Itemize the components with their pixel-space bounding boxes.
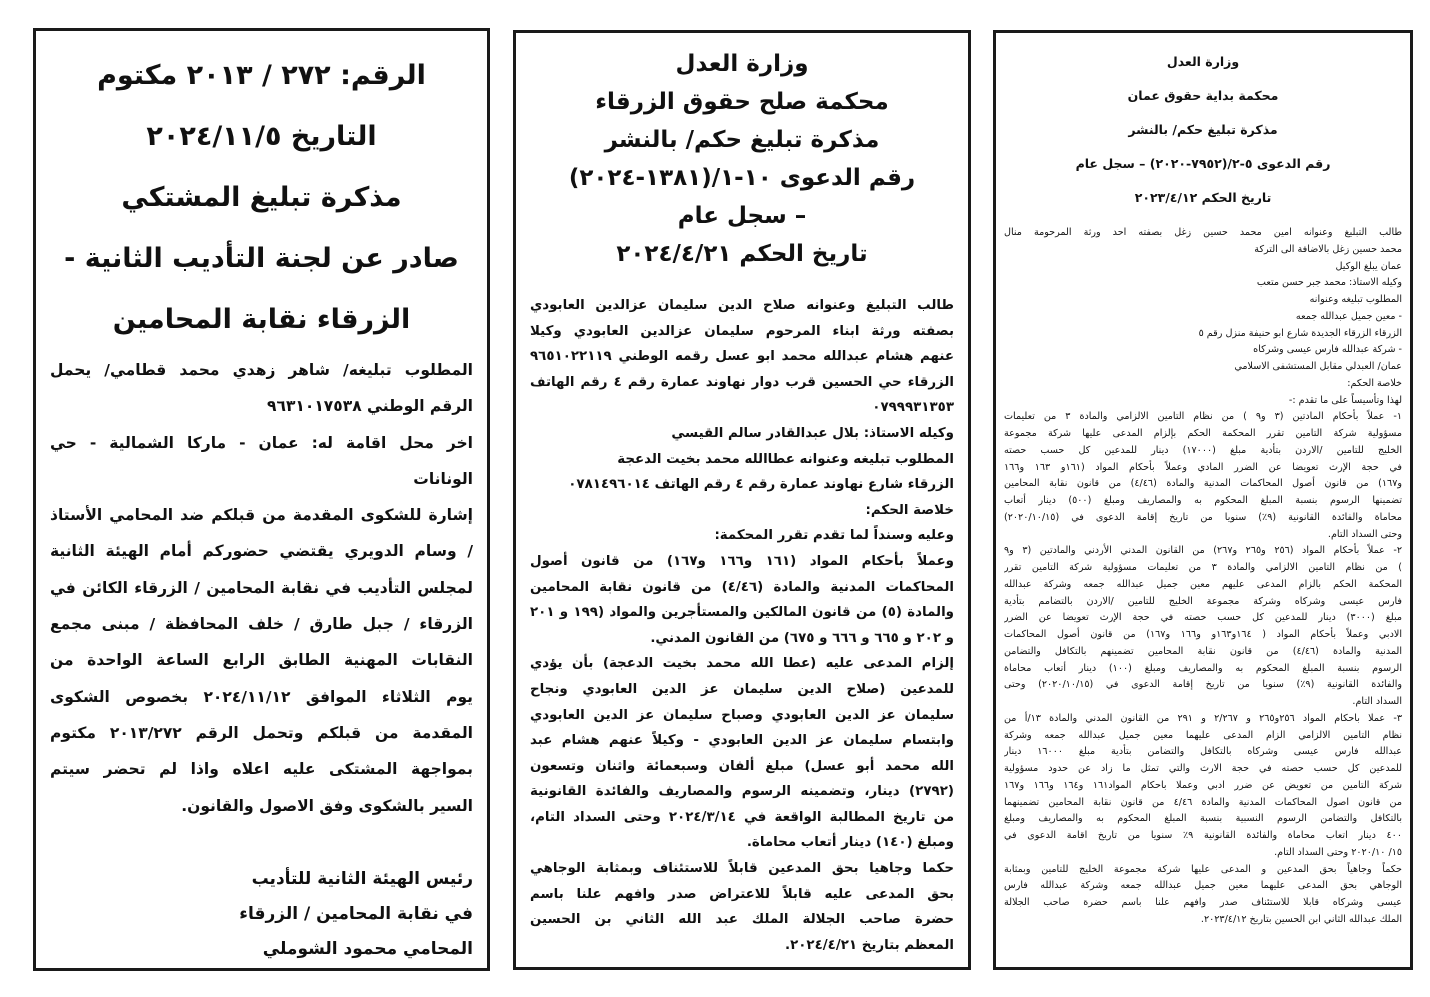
text-line: ) من نظام التامين الالزامي والمادة ٣ من تعليمات مسؤولية شركة التامين تقرر [1004, 562, 1402, 573]
text-line: المطلوب تبليغه/ شاهر زهدي محمد قطامي/ يحمل [50, 361, 473, 379]
header-line: – سجل عام [677, 203, 807, 229]
text-line: وحتى السداد التام. [1327, 528, 1402, 540]
paragraph [1004, 543, 1402, 711]
text-line: الزرقاء حي الحسين قرب دوار نهاوند عمارة رقم ٤ رقم الهاتف [530, 374, 954, 390]
text-line: ٣- عملا باحكام المواد ٢٥٦و٢٦٥ و ٢/٢٦٧ و ٢٩١ من القانون المدني والمادة ١٣/أ من [1004, 712, 1402, 724]
text-line: لمجلس التأديب في نقابة المحامين / الزرقاء الكائن في [50, 578, 473, 597]
header-line: مذكرة تبليغ حكم/ بالنشر [604, 127, 880, 153]
text-line: ومبلغ (١٤٠) دينار أتعاب محاماة. [746, 835, 954, 851]
text-line: المحكمة الحكم بالزام المدعى عليهم معين جميل عبدالله جمعه وشركة عبدالله [1004, 578, 1402, 590]
paragraph [1004, 862, 1402, 929]
text-line: محاماة والفائدة القانونية (٩٪) سنويا من تاريخ إقامة الدعوى في (٢٠٢٠/١٠/١٥) [1004, 511, 1402, 523]
paragraph [1004, 309, 1402, 326]
text-line: الزرقاء الزرقاء الجديدة شارع ابو حنيفة منزل رقم ٥ [1198, 327, 1402, 339]
text-line: تضمينها الرسوم بنسبة المبلغ المحكوم به والمصاريف ومبلغ (٥٠٠) دينار أتعاب [1004, 495, 1402, 506]
header-line: التاريخ ٢٠٢٤/١١/٥ [146, 121, 377, 152]
paragraph [530, 651, 954, 856]
text-line: المطلوب تبليغه وعنوانه [1309, 294, 1402, 305]
paragraph [1004, 275, 1402, 292]
text-line: الوجاهي بحق المدعى عليهما معين جميل عبدالله جمعه وشركة عبدالله فارس [1004, 880, 1402, 892]
paragraph [1004, 225, 1402, 259]
text-line: شركة التامين من تعويض عن ضرر ادبي وعملا باحكام المواد١٦١ و١٦٤ و١٦٦ و١٦٧ [1004, 779, 1402, 791]
notice-header [50, 45, 473, 350]
signature-line: رئيس الهيئة الثانية للتأديب [251, 868, 473, 889]
text-line: حكماً وجاهياً بحق المدعين و المدعى عليها شركة مجموعة الخليج للتامين وبمثابة [1004, 863, 1402, 875]
text-line: و ٢٠٢ و ٦٦٥ و ٦٦٦ و ٦٧٥) من القانون المدني. [650, 630, 954, 646]
text-line: حضرة صاحب الجلالة الملك عبد الله الثاني بن الحسين [530, 912, 954, 928]
header-line: وزارة العدل [675, 51, 809, 77]
paragraph [1004, 292, 1402, 309]
text-line: طالب التبليغ وعنوانه امين محمد حسين زغل بصفته احد ورثة المرحومة منال [1004, 227, 1402, 238]
text-line: ٤٠٠ دينار اتعاب محاماة والفائدة القانونية ٩٪ سنويا من تاريخ اقامة الدعوى في [1004, 830, 1402, 841]
header-line: مذكرة تبليغ حكم/ بالنشر [1128, 122, 1278, 137]
text-line: المطلوب تبليغه وعنوانه عطاالله محمد بخيت الدعجة [617, 451, 954, 467]
paragraph [530, 856, 954, 958]
text-line: عنهم هشام عبدالله محمد ابو عسل رقمه الوطني ٩٦٥١٠٢٢١١٩ [530, 349, 954, 365]
paragraph [1004, 326, 1402, 343]
text-line: الرقم الوطني ٩٦٣١٠١٧٥٣٨ [267, 397, 473, 416]
notice-body [50, 352, 473, 824]
paragraph [1004, 409, 1402, 543]
text-line: الله محمد أبو عسل) مبلغ ألفان وسبعمائة واثنان وتسعون [530, 758, 954, 774]
paragraph [50, 352, 473, 425]
notice-header [1004, 45, 1402, 215]
text-line: المقدمة من قبلكم وتحمل الرقم ٢٠١٣/٢٧٢ مكتوم [50, 723, 473, 742]
text-line: - شركة عبدالله فارس عيسى وشركاه [1253, 344, 1402, 356]
text-line: في حجة الإرث تعويضا عن الضرر المادي وعملاً بأحكام المواد (١٦١و ١٦٣ و١٦٦ [1004, 461, 1402, 473]
text-line: للمدعين (صلاح الدين سليمان عز الدين العابودي ونجاح [530, 681, 954, 697]
header-line: تاريخ الحكم ٢٠٢٣/٤/١٢ [1134, 190, 1272, 205]
text-line: (٢٧٩٢) دينار، وتضمينه الرسوم والمصاريف والفائدة القانونية [530, 784, 954, 800]
text-line: الملك عبدالله الثاني ابن الحسين بتاريخ ٢٠٢٣/٤/١٢. [1200, 913, 1402, 925]
paragraph [1004, 393, 1402, 410]
notice-header [530, 45, 954, 273]
text-line: الادبي وعملاً بأحكام المواد ( ١٦٤و١٦٣و و١٦٦ و١٦٧) من قانون أصول المحاكمات [1004, 629, 1402, 640]
text-line: وابتسام سليمان عز الدين العابودي - وكيلاً عنهم هشام عبد [530, 733, 954, 749]
paragraph [1004, 376, 1402, 393]
text-line: خلاصة الحكم: [1347, 377, 1402, 389]
text-line: ٢- عملاً بأحكام المواد (٢٥٦ و٢٦٥ و٢٦٧) من القانون المدني الأردني والمادتين (٣ و٩ [1004, 545, 1402, 557]
text-line: بحق المدعى عليه قابلاً للاعتراض صدر وافهم علنا باسم [530, 886, 954, 902]
paragraph [530, 523, 954, 549]
paragraph [50, 425, 473, 498]
text-line: ١٥/ ٢٠٢٠/١٠ وحتى السداد التام. [1274, 846, 1402, 858]
paragraph [530, 498, 954, 524]
text-line: و١٦٧) من قانون أصول المحاكمات المدنية والمادة (٤/٤٦) من قانون نقابة المحامين [1004, 478, 1402, 490]
text-line: من قانون اصول المحاكمات المدنية والمادة ٤/٤٦ من قانون نقابة المحامين تضمينهما [1004, 796, 1402, 808]
text-line: والمادة (٥) من قانون المالكين والمستأجرين والمواد (١٩٩ و ٢٠١ [530, 605, 954, 621]
header-line: مذكرة تبليغ المشتكي [121, 182, 402, 213]
text-line: ١- عملاً بأحكام المادتين (٣ و٩ ) من نظام التامين الالزامي والمادة ٣ من تعليمات [1004, 411, 1402, 423]
paragraph [530, 421, 954, 447]
text-line: إلزام المدعى عليه (عطا الله محمد بخيت الدعجة) بأن يؤدي [530, 656, 954, 672]
text-line: الخليج للتامين /الاردن بتأدية مبلغ (١٧٠٠٠) دينار للمدعين كل حسب حصته [1004, 444, 1402, 456]
zarqa-court-notice [513, 30, 971, 970]
text-line: السداد التام. [1352, 696, 1402, 707]
header-line: وزارة العدل [1166, 54, 1240, 69]
text-line: حكما وجاهيا بحق المدعين قابلاً للاستئناف وبمثابة الوجاهي [530, 861, 954, 877]
header-line: الزرقاء نقابة المحامين [112, 304, 411, 335]
text-line: الونانات [413, 469, 473, 488]
header-line: رقم الدعوى ١٠-١/(١٣٨١-٢٠٢٤) [568, 165, 916, 191]
text-line: الزرقاء / جبل طارق / خلف المحافظة / مبنى مجمع [50, 615, 473, 634]
text-line: بصفته ورثة ابناء المرحوم سليمان عزالدين العابودي وكيلا [530, 323, 954, 339]
text-line: وعليه وسنداً لما تقدم تقرر المحكمة: [714, 528, 954, 544]
text-line: بمواجهة المشتكى عليه اعلاه واذا لم تحضر سيتم [50, 760, 473, 779]
text-line: بالتكافل والتضامن الرسوم النسبية بنسبة المبلغ المحكوم به والمصاريف ومبلغ [1004, 813, 1402, 825]
text-line: / وسام الدويري يقتضي حضوركم أمام الهيئة الثانية [50, 542, 473, 561]
header-line: محكمة صلح حقوق الزرقاء [595, 89, 889, 115]
text-line: فارس عيسى وشركاه وشركة مجموعة الخليج للتامين /الاردن بالتضامم بتأدية [1004, 595, 1402, 607]
text-line: طالب التبليغ وعنوانه صلاح الدين سليمان عزالدين العابودي [530, 298, 954, 313]
text-line: محمد حسين زغل بالاضافة الى التركة [1254, 243, 1402, 255]
header-line: محكمة بداية حقوق عمان [1127, 88, 1279, 103]
text-line: من تاريخ المطالبة الواقعة في ٢٠٢٤/٣/١٤ وحتى السداد التام، [530, 809, 954, 825]
text-line: خلاصة الحكم: [865, 502, 954, 518]
text-line: المحاكمات المدنية والمادة (٤/٤٦) من قانون نقابة المحامين [530, 579, 954, 595]
paragraph [530, 293, 954, 421]
disciplinary-notice [33, 28, 490, 971]
notice-body [1004, 225, 1402, 929]
text-line: اخر محل اقامة له: عمان - ماركا الشمالية - حي [50, 433, 473, 452]
text-line: ٠٧٩٩٩٣١٣٥٣ [872, 400, 954, 416]
header-line: رقم الدعوى ٥-٢/(٧٩٥٢-٢٠٢٠) – سجل عام [1075, 156, 1331, 171]
paragraph [50, 497, 473, 824]
paragraph [530, 447, 954, 473]
text-line: المعظم بتاريخ ٢٠٢٤/٤/٢١. [784, 937, 954, 953]
text-line: - معين جميل عبدالله جمعه [1295, 310, 1402, 322]
text-line: سليمان عز الدين العابودي وصباح سليمان عز الدين العابودي [530, 707, 954, 723]
header-line: صادر عن لجنة التأديب الثانية - [64, 243, 459, 274]
text-line: والفائدة القانونية (٩٪) سنويا من تاريخ إقامة الدعوى في (٢٠٢٠/١٠/١٥) وحتى [1004, 679, 1402, 691]
text-line: الزرقاء شارع نهاوند عمارة رقم ٤ رقم الهاتف ٠٧٨١٤٩٦٠١٤ [568, 477, 954, 493]
notice-body [530, 293, 954, 958]
text-line: السير بالشكوى وفق الاصول والقانون. [181, 796, 473, 815]
paragraph [1004, 711, 1402, 862]
text-line: نظام التامين الالزامي الزام المدعى عليهما معين جميل عبدالله جمعه وشركة [1004, 729, 1402, 741]
text-line: إشارة للشكوى المقدمة من قبلكم ضد المحامي الأستاذ [50, 506, 473, 525]
text-line: عمان يبلغ الوكيل [1335, 260, 1402, 272]
paragraph [1004, 359, 1402, 376]
text-line: للمدعين كل حسب حصته في حجة الارث والتي تمثل ما زاد عن حدود مسؤولية [1004, 763, 1402, 774]
paragraph [530, 549, 954, 651]
paragraph [1004, 259, 1402, 276]
text-line: عبدالله فارس عيسى وشركاه بالتكافل والتضامن بتأدية مبلغ ١٦٠٠٠ دينار [1004, 746, 1402, 758]
text-line: عمان/ العبدلي مقابل المستشفى الاسلامي [1234, 361, 1402, 372]
text-line: مسؤولية شركة التامين تقرر المحكمة الحكم بإلزام المدعى عليها شركة مجموعة [1004, 428, 1402, 439]
paragraph [530, 472, 954, 498]
text-line: مبلغ (٣٠٠٠) دينار للمدعين كل حسب حصته في حجة الإرث تعويضا عن الضرر [1004, 612, 1402, 624]
notice-signature [50, 862, 473, 967]
text-line: يوم الثلاثاء الموافق ٢٠٢٤/١١/١٢ بخصوص الشكوى [50, 687, 473, 706]
text-line: النقابات المهنية الطابق الرابع الساعة الواحدة من [50, 651, 473, 670]
text-line: الرسوم بنسبة المبلغ المحكوم به والمصاريف ومبلغ (١٠٠) دينار أتعاب محاماة [1004, 662, 1402, 674]
amman-court-notice [993, 30, 1413, 970]
text-line: لهذا وتأسيساً على ما تقدم :- [1288, 394, 1402, 406]
header-line: الرقم: ٢٧٢ / ٢٠١٣ مكتوم [97, 60, 426, 91]
signature-line: في نقابة المحامين / الزرقاء [239, 903, 473, 924]
paragraph [1004, 342, 1402, 359]
text-line: وكيله الاستاذ: بلال عبدالقادر سالم القيسي [671, 425, 954, 441]
text-line: وعملاً بأحكام المواد (١٦١ و١٦٦ و١٦٧) من قانون أصول [530, 553, 954, 569]
text-line: عيسى وشركاه قابلا للاستئناف صدر وافهم علنا باسم حضرة صاحب الجلالة [1004, 897, 1402, 908]
text-line: المدنية والمادة (٤/٤٦) من قانون نقابة المحامين تضمينهم بالتكافل والتضامن [1004, 645, 1402, 657]
signature-line: المحامي محمود الشوملي [262, 938, 473, 959]
header-line: تاريخ الحكم ٢٠٢٤/٤/٢١ [616, 241, 868, 267]
text-line: وكيله الاستاذ: محمد جبر حسن متعب [1256, 277, 1402, 289]
